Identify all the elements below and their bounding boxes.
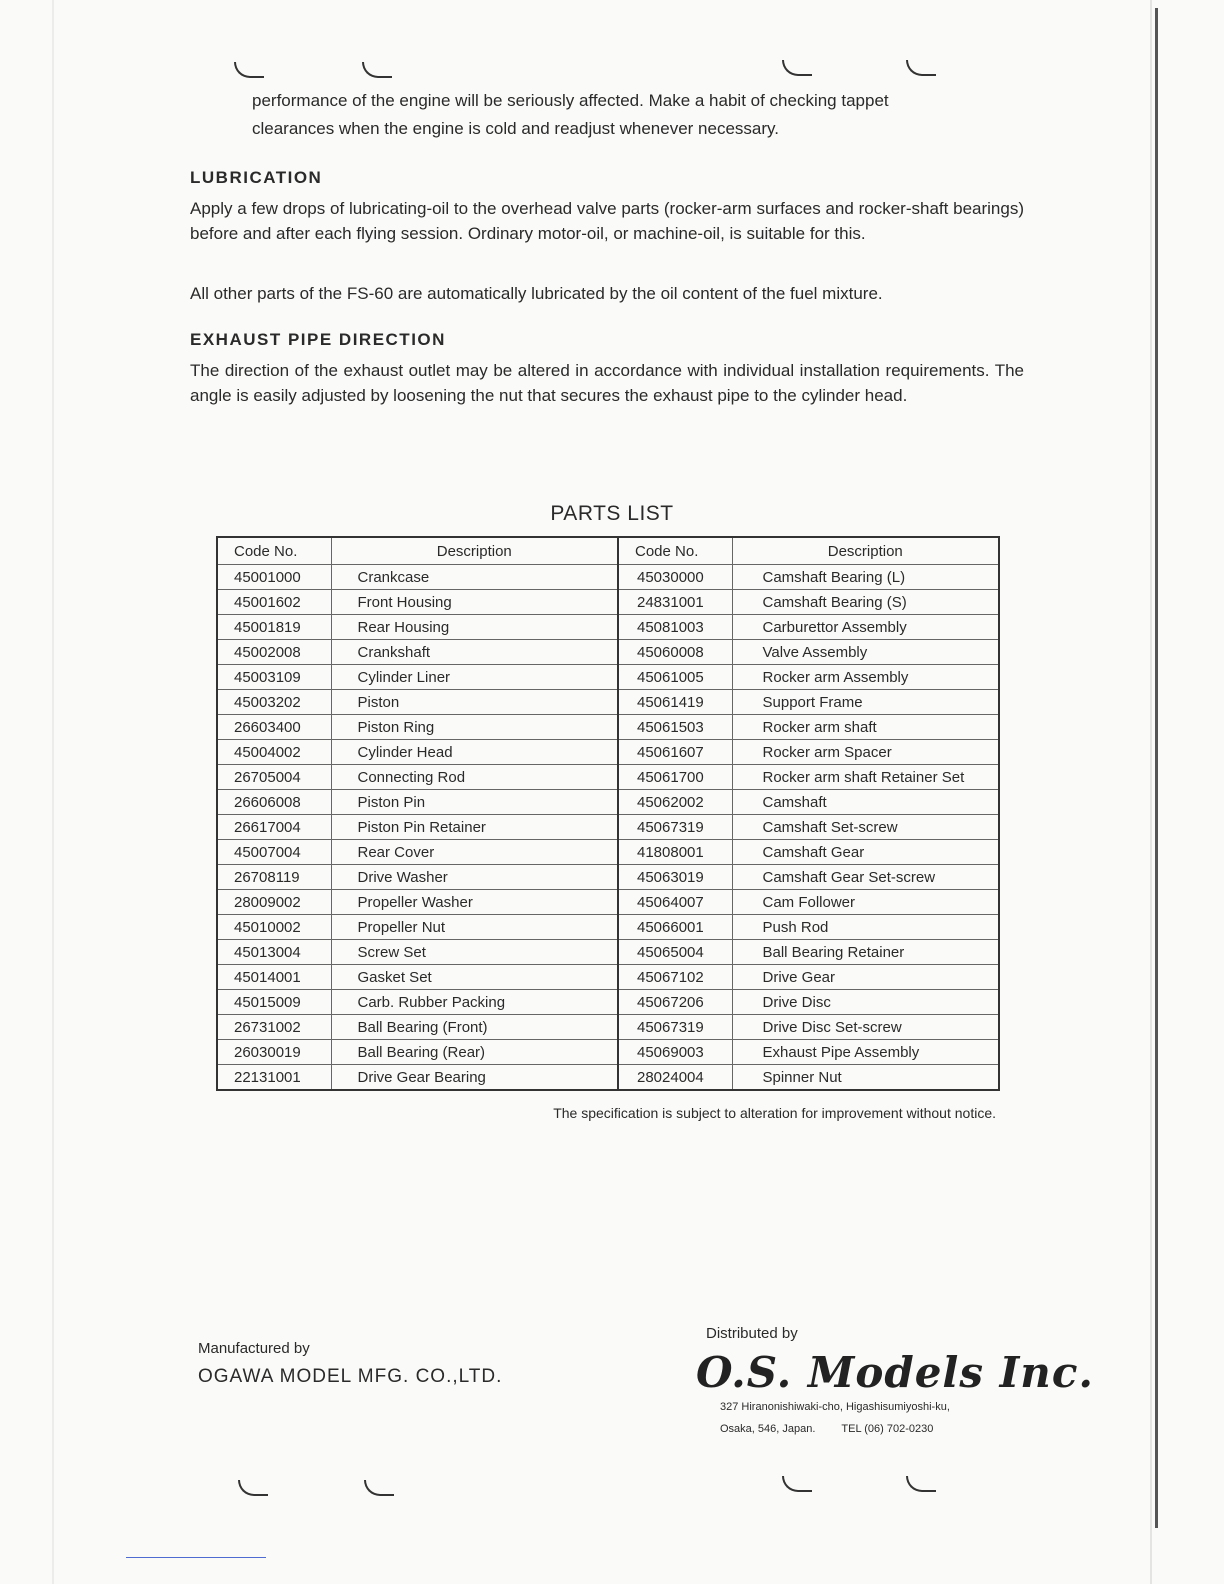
part-code: 45067206	[618, 990, 732, 1015]
part-code: 45002008	[217, 640, 331, 665]
part-description: Piston Ring	[331, 715, 618, 740]
table-row	[217, 1015, 999, 1040]
binding-mark	[782, 60, 812, 76]
part-code: 45064007	[618, 890, 732, 915]
table-row	[217, 790, 999, 815]
parts-list-title: PARTS LIST	[550, 502, 674, 525]
part-description: Drive Washer	[331, 865, 618, 890]
table-row	[217, 665, 999, 690]
part-code: 45060008	[618, 640, 732, 665]
part-code: 45010002	[217, 915, 331, 940]
part-code: 45007004	[217, 840, 331, 865]
parts-table	[216, 536, 1000, 1091]
part-description: Valve Assembly	[732, 640, 999, 665]
table-row	[217, 715, 999, 740]
part-description: Piston	[331, 690, 618, 715]
part-description: Crankshaft	[331, 640, 618, 665]
part-code: 22131001	[217, 1065, 331, 1091]
part-description: Cam Follower	[732, 890, 999, 915]
part-description: Carb. Rubber Packing	[331, 990, 618, 1015]
part-code: 45001000	[217, 565, 331, 590]
part-code: 26617004	[217, 815, 331, 840]
part-description: Camshaft Gear Set-screw	[732, 865, 999, 890]
table-row	[217, 1065, 999, 1091]
part-code: 45061607	[618, 740, 732, 765]
part-description: Crankcase	[331, 565, 618, 590]
part-code: 26705004	[217, 765, 331, 790]
table-row	[217, 990, 999, 1015]
part-code: 28024004	[618, 1065, 732, 1091]
scan-artifact-line	[126, 1557, 266, 1558]
header-code-2: Code No.	[618, 537, 732, 565]
part-code: 45061419	[618, 690, 732, 715]
page-edge-shadow	[1155, 8, 1158, 1528]
part-code: 26606008	[217, 790, 331, 815]
binding-mark	[782, 1476, 812, 1492]
part-code: 45003202	[217, 690, 331, 715]
part-description: Ball Bearing Retainer	[732, 940, 999, 965]
part-code: 26731002	[217, 1015, 331, 1040]
part-description: Rocker arm shaft Retainer Set	[732, 765, 999, 790]
table-row	[217, 840, 999, 865]
part-description: Spinner Nut	[732, 1065, 999, 1091]
part-code: 45004002	[217, 740, 331, 765]
part-description: Connecting Rod	[331, 765, 618, 790]
table-row	[217, 965, 999, 990]
address-telephone: TEL (06) 702-0230	[841, 1423, 934, 1435]
lubrication-paragraph-2: All other parts of the FS-60 are automatically lubricated by the oil content of the fuel mixture.	[190, 284, 883, 303]
address-city: Osaka, 546, Japan.	[720, 1423, 816, 1435]
intro-line-2: clearances when the engine is cold and readjust whenever necessary.	[252, 119, 779, 138]
part-description: Rear Cover	[331, 840, 618, 865]
part-code: 28009002	[217, 890, 331, 915]
distributor-address	[720, 1396, 959, 1440]
part-description: Propeller Washer	[331, 890, 618, 915]
part-code: 26030019	[217, 1040, 331, 1065]
binding-mark	[234, 62, 264, 78]
header-description-2: Description	[732, 537, 999, 565]
part-code: 45003109	[217, 665, 331, 690]
part-description: Camshaft Bearing (S)	[732, 590, 999, 615]
exhaust-heading: EXHAUST PIPE DIRECTION	[190, 330, 446, 349]
part-code: 45067319	[618, 1015, 732, 1040]
lubrication-paragraph-1: Apply a few drops of lubricating-oil to the overhead valve parts (rocker-arm surfaces and rocker-shaft bearings) before and after each flying session. Ordinary motor-oil, or machine-oil, is suitable for this.	[190, 199, 1024, 243]
part-code: 45069003	[618, 1040, 732, 1065]
part-code: 45001602	[217, 590, 331, 615]
binding-mark	[238, 1480, 268, 1496]
part-code: 45014001	[217, 965, 331, 990]
table-row	[217, 690, 999, 715]
part-description: Piston Pin	[331, 790, 618, 815]
specification-note: The specification is subject to alteration for improvement without notice.	[553, 1105, 996, 1121]
binding-mark	[906, 1476, 936, 1492]
part-description: Push Rod	[732, 915, 999, 940]
table-row	[217, 765, 999, 790]
part-description: Screw Set	[331, 940, 618, 965]
part-description: Front Housing	[331, 590, 618, 615]
part-description: Camshaft Set-screw	[732, 815, 999, 840]
parts-table-header	[217, 537, 999, 565]
part-code: 45081003	[618, 615, 732, 640]
part-code: 45067102	[618, 965, 732, 990]
part-code: 26603400	[217, 715, 331, 740]
table-row	[217, 1040, 999, 1065]
part-description: Drive Gear Bearing	[331, 1065, 618, 1091]
distributed-by-label: Distributed by	[706, 1325, 798, 1342]
lubrication-heading: LUBRICATION	[190, 168, 323, 187]
table-row	[217, 865, 999, 890]
part-description: Piston Pin Retainer	[331, 815, 618, 840]
part-code: 45061700	[618, 765, 732, 790]
distributor-logo: O.S. Models Inc.	[696, 1348, 1095, 1397]
part-description: Cylinder Head	[331, 740, 618, 765]
part-code: 45062002	[618, 790, 732, 815]
address-line: 327 Hiranonishiwaki-cho, Higashisumiyoshi-ku,	[720, 1401, 950, 1413]
binding-mark	[362, 62, 392, 78]
part-code: 45013004	[217, 940, 331, 965]
part-description: Camshaft	[732, 790, 999, 815]
part-description: Drive Gear	[732, 965, 999, 990]
part-description: Rocker arm Spacer	[732, 740, 999, 765]
part-code: 45061503	[618, 715, 732, 740]
part-code: 45063019	[618, 865, 732, 890]
table-row	[217, 565, 999, 590]
part-description: Gasket Set	[331, 965, 618, 990]
exhaust-paragraph: The direction of the exhaust outlet may be altered in accordance with individual installation requirements. The angle is easily adjusted by loosening the nut that secures the exhaust pipe to the cylinder head.	[190, 361, 1024, 405]
table-row	[217, 915, 999, 940]
binding-mark	[906, 60, 936, 76]
part-description: Propeller Nut	[331, 915, 618, 940]
part-description: Drive Disc Set-screw	[732, 1015, 999, 1040]
table-row	[217, 740, 999, 765]
part-code: 45065004	[618, 940, 732, 965]
part-description: Exhaust Pipe Assembly	[732, 1040, 999, 1065]
part-code: 41808001	[618, 840, 732, 865]
part-code: 45030000	[618, 565, 732, 590]
table-row	[217, 940, 999, 965]
part-description: Ball Bearing (Rear)	[331, 1040, 618, 1065]
part-code: 24831001	[618, 590, 732, 615]
address-line	[720, 1418, 959, 1440]
part-code: 45067319	[618, 815, 732, 840]
header-code-1: Code No.	[217, 537, 331, 565]
part-description: Carburettor Assembly	[732, 615, 999, 640]
binding-mark	[364, 1480, 394, 1496]
table-row	[217, 890, 999, 915]
part-description: Rocker arm shaft	[732, 715, 999, 740]
part-description: Drive Disc	[732, 990, 999, 1015]
table-row	[217, 815, 999, 840]
part-description: Ball Bearing (Front)	[331, 1015, 618, 1040]
header-description-1: Description	[331, 537, 618, 565]
part-description: Camshaft Gear	[732, 840, 999, 865]
part-description: Cylinder Liner	[331, 665, 618, 690]
part-code: 26708119	[217, 865, 331, 890]
manufacturer-name: OGAWA MODEL MFG. CO.,LTD.	[198, 1366, 503, 1387]
table-row	[217, 615, 999, 640]
part-description: Camshaft Bearing (L)	[732, 565, 999, 590]
part-description: Support Frame	[732, 690, 999, 715]
intro-line-1: performance of the engine will be seriously affected. Make a habit of checking tappet	[252, 91, 889, 110]
part-description: Rear Housing	[331, 615, 618, 640]
part-code: 45001819	[217, 615, 331, 640]
part-code: 45066001	[618, 915, 732, 940]
part-code: 45015009	[217, 990, 331, 1015]
table-row	[217, 590, 999, 615]
page-edge-left	[52, 0, 54, 1584]
part-description: Rocker arm Assembly	[732, 665, 999, 690]
table-row	[217, 640, 999, 665]
page-edge-right	[1150, 0, 1152, 1584]
manufactured-by-label: Manufactured by	[198, 1340, 310, 1357]
part-code: 45061005	[618, 665, 732, 690]
